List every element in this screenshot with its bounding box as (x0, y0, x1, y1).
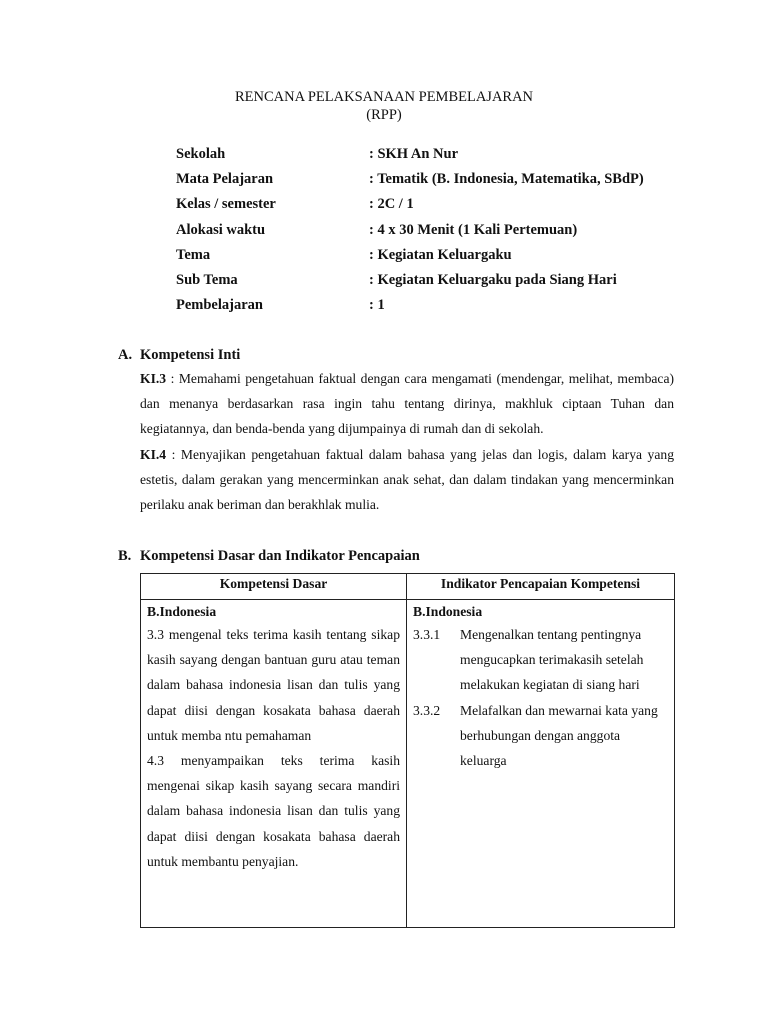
ki4-paragraph (140, 442, 674, 518)
ki-body (140, 366, 674, 517)
identity-label: Tema (176, 246, 211, 263)
header-kompetensi-dasar: Kompetensi Dasar (141, 574, 407, 600)
section-b-heading (118, 547, 678, 565)
kd-item: 4.3 menyampaikan teks terima kasih mengenai sikap kasih sayang secara mandiri dalam bahasa indonesia lisan dan tulis yang dapat diisi dengan kosakata bahasa daerah untuk membantu penyajian. (147, 753, 400, 869)
document-title (0, 88, 768, 124)
indicator-item (413, 622, 668, 698)
identity-row (176, 145, 696, 170)
identity-row (176, 170, 696, 195)
identity-label: Sekolah (176, 146, 226, 162)
table-header-row (141, 574, 675, 600)
section-a-title: Kompetensi Inti (140, 347, 241, 363)
indicator-text: Mengenalkan tentang pentingnya mengucapkan terimakasih setelah melakukan kegiatan di siang hari (460, 627, 644, 693)
ki3-paragraph (140, 366, 674, 442)
table-row (141, 600, 675, 928)
header-indikator: Indikator Pencapaian Kompetensi (407, 574, 675, 600)
title-line-2: (RPP) (366, 107, 402, 123)
identity-value: : 1 (369, 297, 385, 314)
identity-value: : 4 x 30 Menit (1 Kali Pertemuan) (369, 221, 578, 238)
section-a-letter: A. (118, 347, 133, 363)
indicator-subject: B.Indonesia (413, 604, 483, 619)
section-a-heading (118, 346, 678, 364)
identity-row (176, 246, 696, 271)
ki4-label: KI.4 (140, 446, 167, 462)
identity-label: Pembelajaran (176, 297, 263, 314)
ki3-label: KI.3 (140, 371, 167, 386)
kd-item: 3.3 mengenal teks terima kasih tentang sikap kasih sayang dengan bantuan guru atau teman dalam bahasa indonesia lisan dan tulis yang dapat diisi dengan kosakata bahasa daerah untuk memba ntu pemahaman (147, 627, 400, 743)
ki4-text: : Menyajikan pengetahuan faktual dalam bahasa yang jelas dan logis, dalam karya yang estetis, dalam gerakan yang mencerminkan anak sehat, dan dalam tindakan yang mencerminkan perilaku anak beriman dan berakhlak mulia. (140, 446, 674, 513)
kompetensi-dasar-cell (141, 600, 407, 928)
section-b-title: Kompetensi Dasar dan Indikator Pencapaian (140, 548, 420, 564)
identity-label: Mata Pelajaran (176, 171, 274, 188)
identity-value: : Kegiatan Keluargaku (369, 246, 512, 263)
identity-value: : SKH An Nur (369, 146, 459, 162)
indicator-number: 3.3.2 (413, 702, 441, 718)
identity-label: Kelas / semester (176, 196, 276, 213)
indicator-number: 3.3.1 (413, 627, 441, 642)
identity-row (176, 296, 696, 321)
kompetensi-table (140, 573, 675, 928)
identity-value: : Tematik (B. Indonesia, Matematika, SBdP) (369, 171, 644, 188)
section-kompetensi-inti (118, 346, 678, 517)
indicator-text: Melafalkan dan mewarnai kata yang berhubungan dengan anggota keluarga (460, 702, 658, 769)
kd-text (147, 622, 400, 874)
identity-block (176, 145, 696, 321)
indicator-item (413, 698, 668, 774)
identity-label: Alokasi waktu (176, 221, 266, 238)
section-kompetensi-dasar (118, 547, 678, 565)
ki3-text: : Memahami pengetahuan faktual dengan cara mengamati (mendengar, melihat, membaca) dan menanya berdasarkan rasa ingin tahu tentang dirinya, makhluk ciptaan Tuhan dan kegiatannya, dan benda-benda yang dijumpainya di rumah dan di sekolah. (140, 371, 674, 437)
identity-value: : Kegiatan Keluargaku pada Siang Hari (369, 271, 617, 288)
identity-value: : 2C / 1 (369, 196, 414, 213)
section-b-letter: B. (118, 548, 132, 564)
title-line-1: RENCANA PELAKSANAAN PEMBELAJARAN (234, 89, 534, 105)
indikator-cell (407, 600, 675, 928)
identity-row (176, 195, 696, 220)
identity-label: Sub Tema (176, 271, 238, 288)
identity-row (176, 271, 696, 296)
identity-row (176, 221, 696, 246)
kd-subject: B.Indonesia (147, 604, 217, 619)
